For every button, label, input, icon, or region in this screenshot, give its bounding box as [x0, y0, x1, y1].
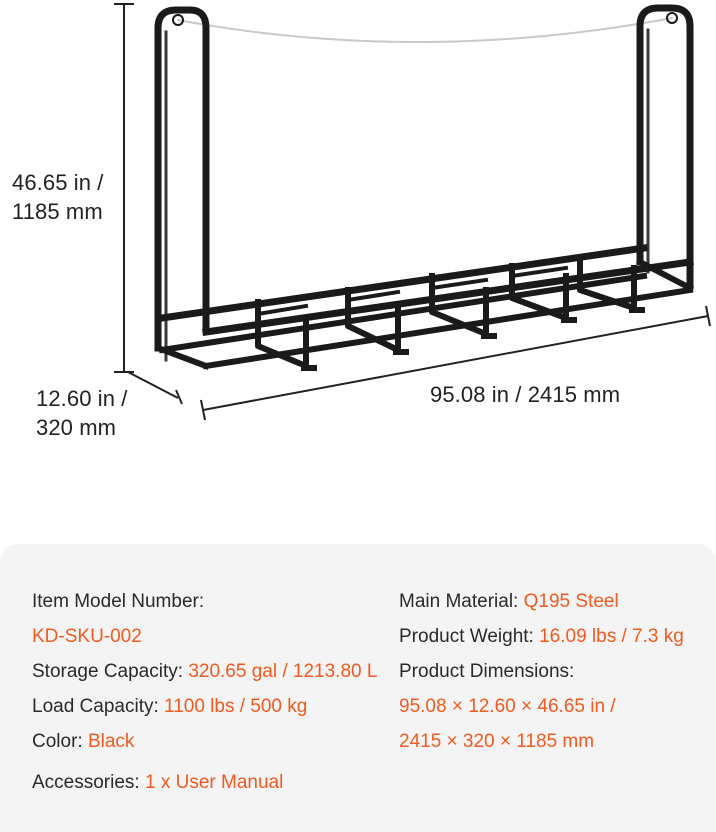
item-model-number-label: Item Model Number:: [32, 591, 205, 612]
depth-dimension-label: [36, 384, 128, 442]
product-dimensions-value-line1: 95.08 × 12.60 × 46.65 in /: [399, 696, 616, 717]
width-dimension-label: [430, 380, 620, 409]
product-weight-label: Product Weight:: [399, 626, 534, 647]
load-capacity-value: 1100 lbs / 500 kg: [164, 696, 308, 717]
specifications-panel: [0, 544, 716, 832]
accessories-row: [32, 770, 283, 796]
main-material-row: [399, 589, 619, 615]
width-dimension-value: 95.08 in / 2415 mm: [430, 382, 621, 407]
item-model-number-value: KD-SKU-002: [32, 626, 142, 647]
depth-dimension-line2: 320 mm: [36, 415, 117, 440]
accessories-label: Accessories:: [32, 772, 140, 793]
depth-dimension-line1: 12.60 in /: [36, 386, 128, 411]
product-weight-row: [399, 624, 684, 650]
product-weight-value: 16.09 lbs / 7.3 kg: [539, 626, 684, 647]
storage-capacity-row: [32, 659, 377, 685]
main-material-value: Q195 Steel: [523, 591, 619, 612]
main-material-label: Main Material:: [399, 591, 519, 612]
color-label: Color:: [32, 731, 83, 752]
height-dimension-line1: 46.65 in /: [12, 170, 104, 195]
depth-dimension-line: [128, 372, 182, 404]
height-dimension-label: [12, 168, 104, 226]
product-dimensions-label: Product Dimensions:: [399, 661, 575, 682]
storage-capacity-label: Storage Capacity:: [32, 661, 184, 682]
load-capacity-row: [32, 694, 307, 720]
load-capacity-label: Load Capacity:: [32, 696, 159, 717]
color-row: [32, 729, 134, 755]
rack-frame: [158, 8, 690, 368]
height-dimension-line2: 1185 mm: [12, 199, 103, 224]
storage-capacity-value: 320.65 gal / 1213.80 L: [188, 661, 378, 682]
color-value: Black: [87, 731, 135, 752]
height-dimension-line: [114, 4, 134, 372]
product-dimensions-value-line2: 2415 × 320 × 1185 mm: [399, 731, 595, 752]
accessories-value: 1 x User Manual: [144, 772, 284, 793]
